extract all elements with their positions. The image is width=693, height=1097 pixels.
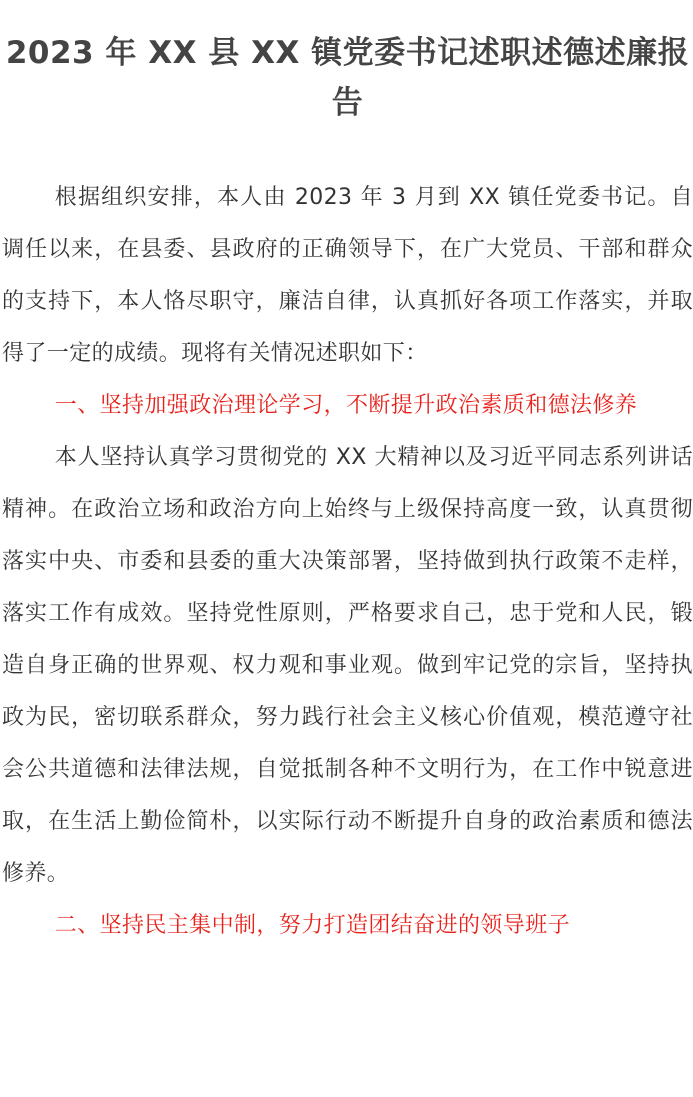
section-1-heading: 一、坚持加强政治理论学习，不断提升政治素质和德法修养: [54, 393, 638, 418]
intro-paragraph: 根据组织安排，本人由 2023 年 3 月到 XX 镇任党委书记。自调任以来，在县委、县政府的正确领导下，在广大党员、干部和群众的支持下，本人恪尽职守，廉洁自律，认真抓好各项工作落实，并取得了一定的成绩。现将有关情况述职如下：: [2, 185, 693, 366]
document-title: 2023 年 XX 县 XX 镇党委书记述职述德述廉报告: [5, 35, 690, 121]
section-1-body: 本人坚持认真学习贯彻党的 XX 大精神以及习近平同志系列讲话精神。在政治立场和政治方向上始终与上级保持高度一致，认真贯彻落实中央、市委和县委的重大决策部署，坚持做到执行政策不走样，落实工作有成效。坚持党性原则，严格要求自己，忠于党和人民，锻造自身正确的世界观、权力观和事业观。做到牢记党的宗旨，坚持执政为民，密切联系群众，努力践行社会主义核心价值观，模范遵守社会公共道德和法律法规，自觉抵制各种不文明行为，在工作中锐意进取，在生活上勤俭简朴，以实际行动不断提升自身的政治素质和德法修养。: [2, 445, 693, 886]
section-2-heading: 二、坚持民主集中制，努力打造团结奋进的领导班子: [54, 913, 570, 938]
